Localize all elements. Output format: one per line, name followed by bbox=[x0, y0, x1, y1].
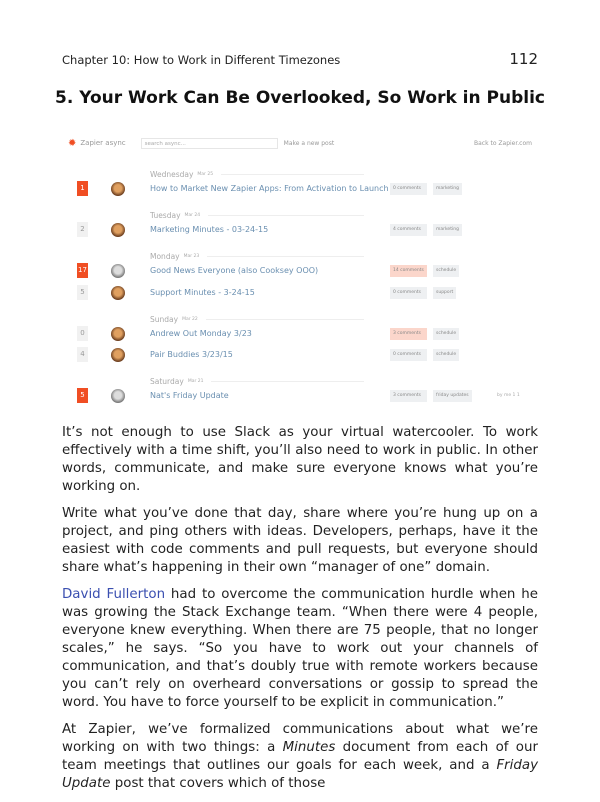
new-post-link[interactable]: Make a new post bbox=[283, 139, 335, 147]
avatar bbox=[111, 182, 125, 196]
back-link[interactable]: Back to Zapier.com bbox=[474, 139, 532, 147]
avatar bbox=[111, 223, 125, 237]
post-title: How to Market New Zapier Apps: From Activation to Launch bbox=[150, 184, 389, 193]
day-header: Sunday Mar 22 bbox=[150, 315, 364, 324]
paragraph: David Fullerton had to overcome the communication hurdle when he was growing the Stack Exchange team. “When there were 4 people, everyone knew everything. When there are 75 people, that no longer scales,” he says. “So you have to work out your channels of communication, and that’s doubly true with remote workers because you can’t rely on overheard conversations or gossip to spread the word. You have to force yourself to be explicit in communication.” bbox=[62, 587, 538, 710]
chapter-title: Chapter 10: How to Work in Different Timezones bbox=[62, 53, 341, 67]
david-fullerton-link[interactable]: David Fullerton bbox=[62, 587, 166, 602]
byline: by me 1 1 bbox=[497, 393, 520, 398]
page-number: 112 bbox=[509, 50, 538, 68]
app-topbar bbox=[68, 136, 532, 150]
post-row[interactable]: 0 Andrew Out Monday 3/23 3 comments schedule bbox=[60, 326, 540, 342]
page-header bbox=[62, 50, 538, 68]
post-title: Nat's Friday Update bbox=[150, 391, 229, 400]
search-input[interactable]: search async... bbox=[141, 138, 278, 149]
avatar bbox=[111, 389, 125, 403]
post-title: Marketing Minutes - 03-24-15 bbox=[150, 225, 269, 234]
paragraph: Write what you’ve done that day, share where you’re hung up on a project, and ping others with ideas. Developers, perhaps, have it the easiest with code comments and pull requests, but everyone should share what’s happening in their own “manager of one” domain. bbox=[62, 506, 538, 575]
post-row[interactable]: 1 How to Market New Zapier Apps: From Activation to Launch 0 comments marketing bbox=[60, 181, 540, 197]
avatar bbox=[111, 348, 125, 362]
post-title: Support Minutes - 3-24-15 bbox=[150, 288, 255, 297]
zapier-async-screenshot bbox=[60, 130, 540, 413]
avatar bbox=[111, 286, 125, 300]
avatar bbox=[111, 327, 125, 341]
post-row[interactable]: 2 Marketing Minutes - 03-24-15 4 comments marketing bbox=[60, 222, 540, 238]
paragraph: It’s not enough to use Slack as your virtual watercooler. To work effectively with a time shift, you’ll also need to work in public. In other words, communicate, and make sure everyone knows what you’re working on. bbox=[62, 425, 538, 494]
paragraph: At Zapier, we’ve formalized communications about what we’re working on with two things: a Minutes document from each of our team meetings that outlines our goals for each week, and a Friday Update post that covers which of those bbox=[62, 722, 538, 791]
zapier-logo-icon: ✹ bbox=[68, 137, 77, 149]
day-header: Tuesday Mar 24 bbox=[150, 211, 364, 220]
post-title: Good News Everyone (also Cooksey OOO) bbox=[150, 266, 319, 275]
section-heading: 5. Your Work Can Be Overlooked, So Work in Public bbox=[55, 88, 545, 108]
post-row[interactable]: 4 Pair Buddies 3/23/15 0 comments schedule bbox=[60, 347, 540, 363]
day-header: Monday Mar 23 bbox=[150, 252, 364, 261]
avatar bbox=[111, 264, 125, 278]
post-row[interactable]: 5 Support Minutes - 3-24-15 0 comments support bbox=[60, 285, 540, 301]
body-text bbox=[62, 424, 538, 802]
day-header: Saturday Mar 21 bbox=[150, 377, 364, 386]
post-row[interactable]: 17 Good News Everyone (also Cooksey OOO) 14 comments schedule bbox=[60, 263, 540, 279]
app-name: Zapier async bbox=[80, 139, 126, 147]
post-title: Andrew Out Monday 3/23 bbox=[150, 329, 252, 338]
post-title: Pair Buddies 3/23/15 bbox=[150, 350, 233, 359]
day-header: Wednesday Mar 25 bbox=[150, 170, 364, 179]
post-row[interactable]: 5 Nat's Friday Update 3 comments friday updates by me 1 1 bbox=[60, 388, 540, 404]
